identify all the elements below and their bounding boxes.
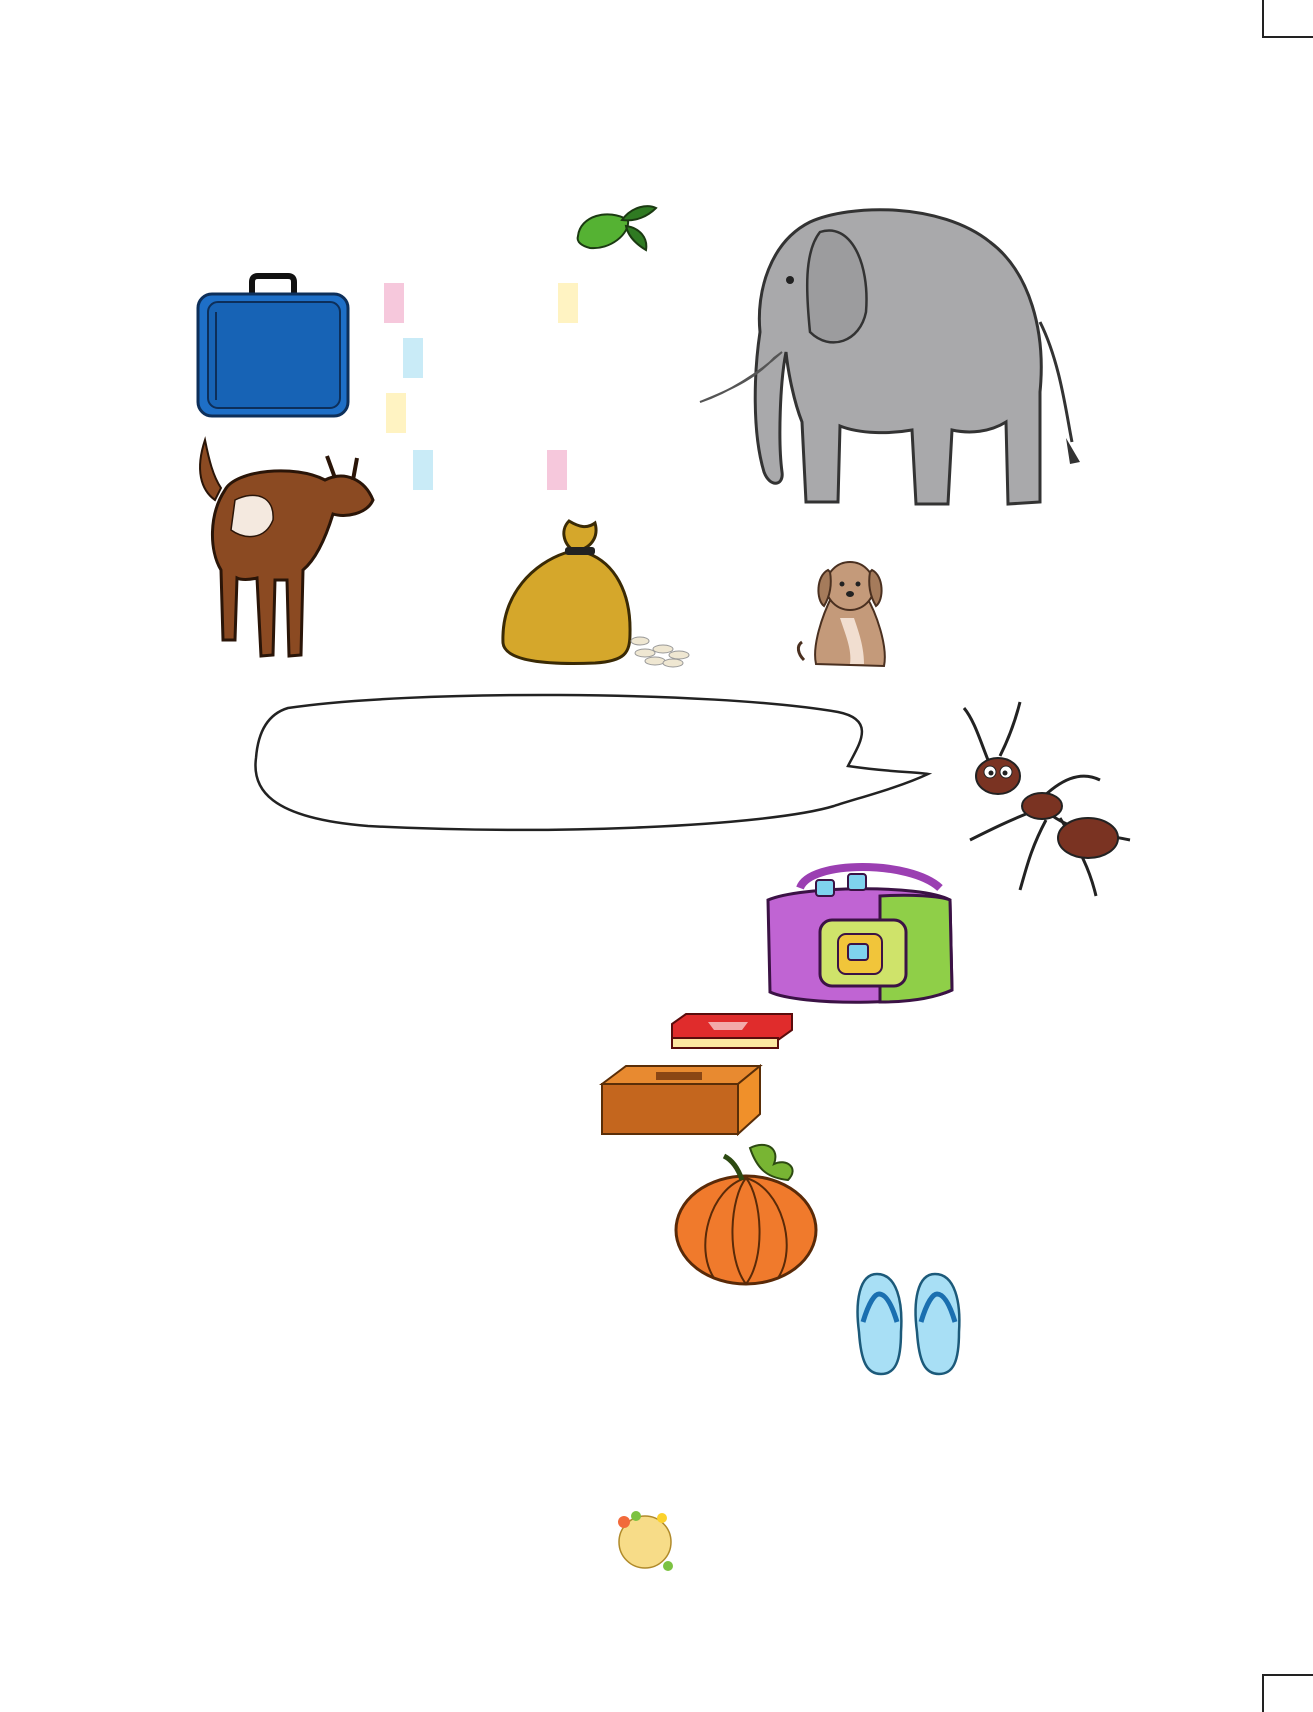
school-bag-illustration [760, 860, 960, 1010]
mango-illustration [570, 198, 660, 258]
crop-mark-top-right [1262, 0, 1313, 38]
grain-sack-illustration [495, 513, 695, 668]
weight-tag-2kg [547, 450, 567, 490]
weight-tag-10kg [384, 283, 404, 323]
weight-tag-80kg [413, 450, 433, 490]
crop-mark-bottom-right [1262, 1674, 1313, 1712]
slippers-illustration [855, 1272, 970, 1376]
weight-tag-more-than-1000kg [386, 393, 406, 433]
elephant-illustration [690, 202, 1100, 522]
weight-tag-less-than-1kg [403, 338, 423, 378]
geometry-box-illustration [668, 1012, 796, 1050]
ant-illustration [950, 700, 1150, 900]
cow-illustration [195, 430, 395, 675]
speech-bubble [248, 688, 938, 848]
page-number-badge [612, 1508, 678, 1574]
weight-tag-400kg [558, 283, 578, 323]
pumpkin-illustration [670, 1138, 820, 1288]
puppy-illustration [792, 556, 907, 674]
suitcase-illustration [194, 272, 354, 420]
brick-illustration [598, 1064, 764, 1136]
